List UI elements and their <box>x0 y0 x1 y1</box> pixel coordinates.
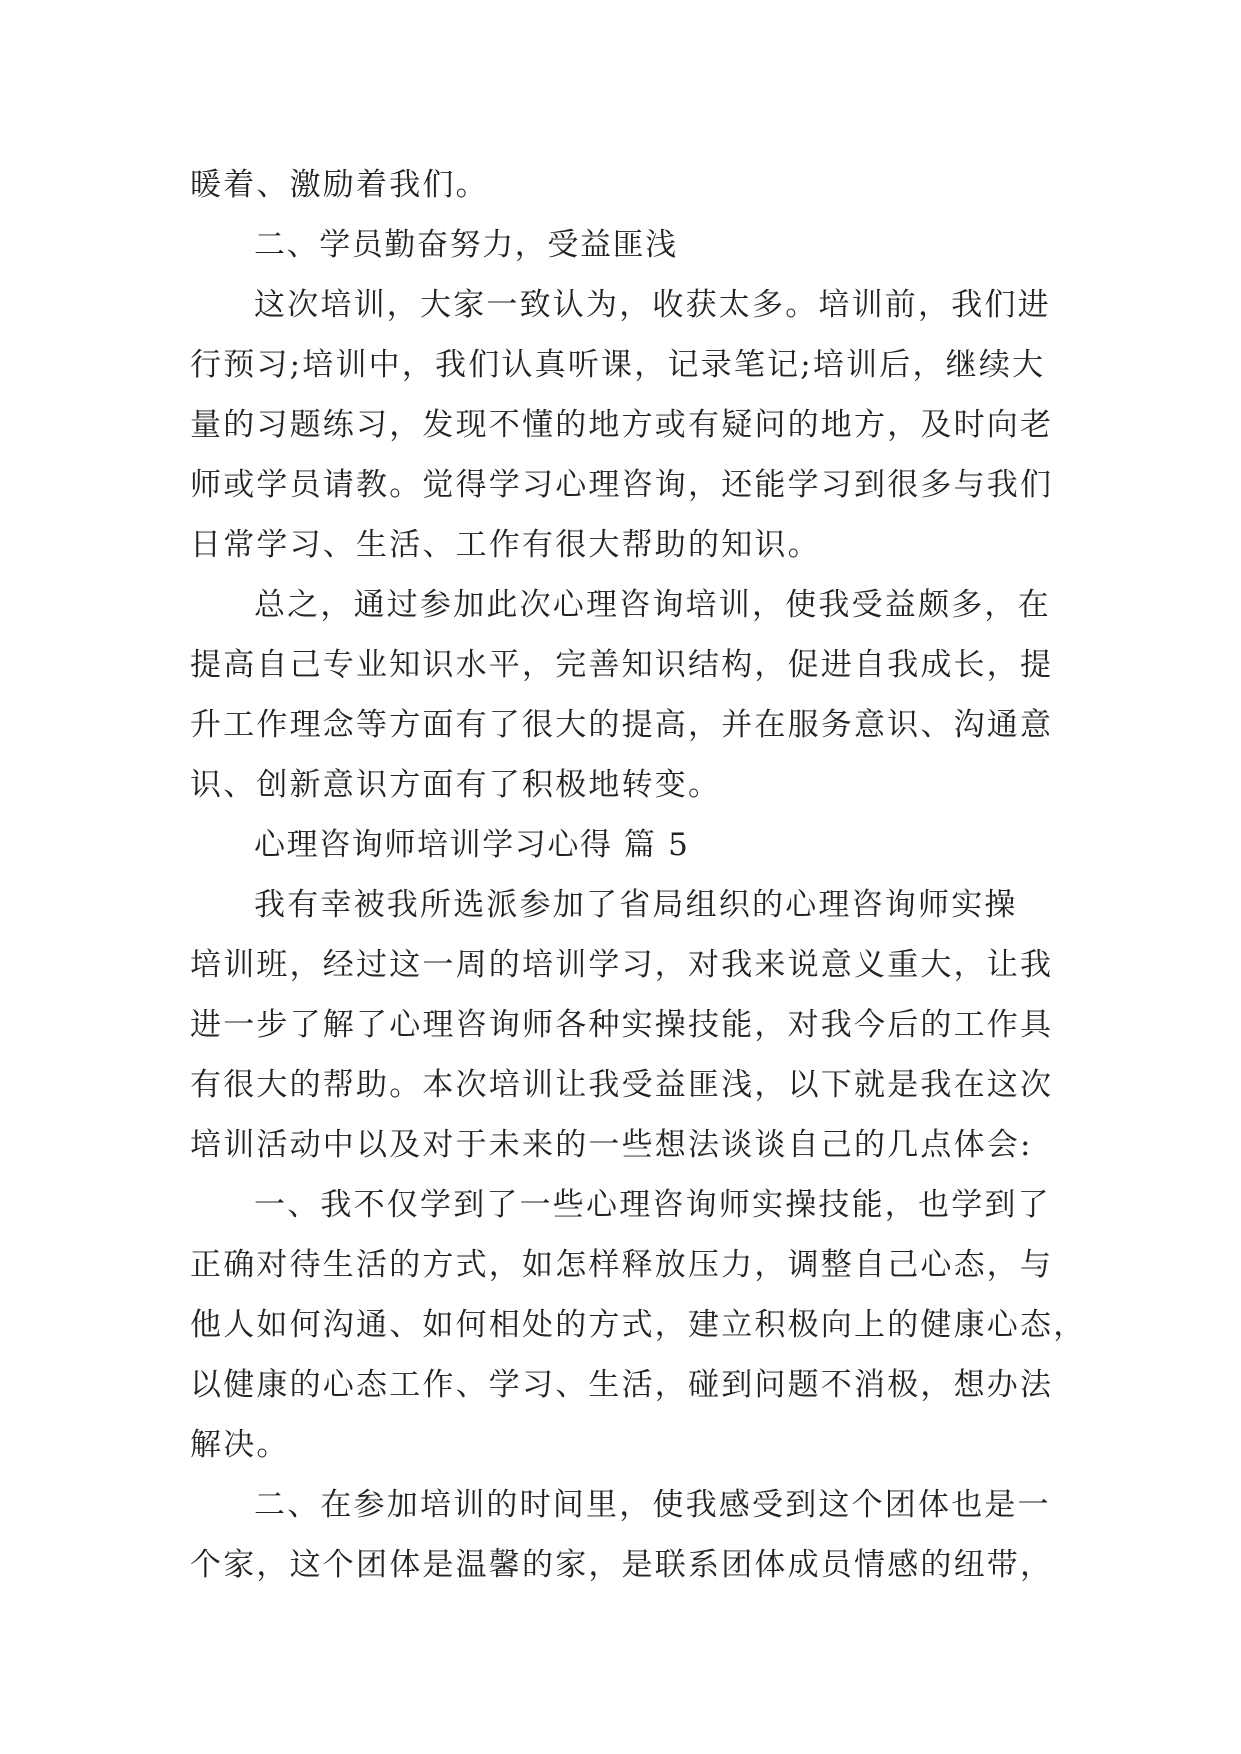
text-line: 提高自己专业知识水平，完善知识结构，促进自我成长，提 <box>190 647 1054 683</box>
text-line: 解决。 <box>190 1427 290 1463</box>
text-line: 量的习题练习，发现不懂的地方或有疑问的地方，及时向老 <box>190 407 1054 443</box>
text-line: 我有幸被我所选派参加了省局组织的心理咨询师实操 <box>254 887 1018 923</box>
text-line: 正确对待生活的方式，如怎样释放压力，调整自己心态，与 <box>190 1247 1054 1283</box>
document-body <box>190 155 1087 1595</box>
text-line: 培训活动中以及对于未来的一些想法谈谈自己的几点体会: <box>190 1127 1033 1163</box>
text-line: 进一步了解了心理咨询师各种实操技能，对我今后的工作具 <box>190 1007 1054 1043</box>
text-line: 这次培训，大家一致认为，收获太多。培训前，我们进 <box>254 287 1051 323</box>
text-line: 一、我不仅学到了一些心理咨询师实操技能，也学到了 <box>254 1187 1051 1223</box>
text-line: 有很大的帮助。本次培训让我受益匪浅，以下就是我在这次 <box>190 1067 1054 1103</box>
text-line: 他人如何沟通、如何相处的方式，建立积极向上的健康心态， <box>190 1307 1087 1343</box>
text-line: 个家，这个团体是温馨的家，是联系团体成员情感的纽带， <box>190 1547 1054 1583</box>
text-line: 以健康的心态工作、学习、生活，碰到问题不消极，想办法 <box>190 1367 1054 1403</box>
text-line: 总之，通过参加此次心理咨询培训，使我受益颇多，在 <box>254 587 1051 623</box>
text-line: 日常学习、生活、工作有很大帮助的知识。 <box>190 527 821 563</box>
text-line: 暖着、激励着我们。 <box>190 167 489 203</box>
text-line: 识、创新意识方面有了积极地转变。 <box>190 767 722 803</box>
text-line: 升工作理念等方面有了很大的提高，并在服务意识、沟通意 <box>190 707 1054 743</box>
text-line: 二、在参加培训的时间里，使我感受到这个团体也是一 <box>254 1487 1051 1523</box>
text-line: 师或学员请教。觉得学习心理咨询，还能学习到很多与我们 <box>190 467 1054 503</box>
text-line: 培训班，经过这一周的培训学习，对我来说意义重大，让我 <box>190 947 1054 983</box>
text-line: 行预习;培训中，我们认真听课，记录笔记;培训后，继续大 <box>190 347 1046 383</box>
section-heading: 二、学员勤奋努力，受益匪浅 <box>254 227 678 263</box>
article-title: 心理咨询师培训学习心得 篇 5 <box>254 827 690 863</box>
